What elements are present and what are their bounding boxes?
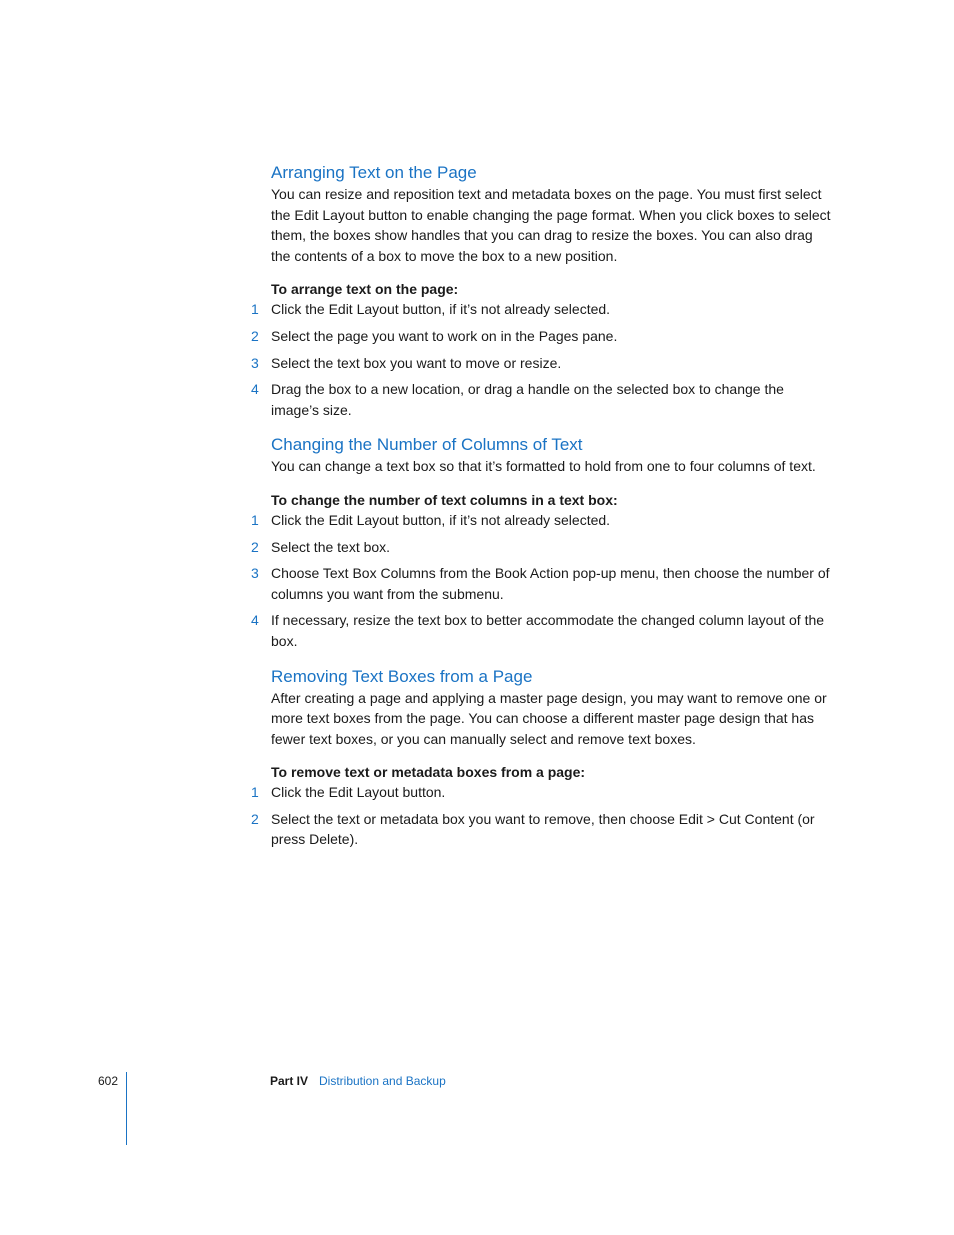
step-item xyxy=(251,782,831,803)
step-item xyxy=(251,537,831,558)
section-title: Changing the Number of Columns of Text xyxy=(271,435,583,455)
step-item xyxy=(251,563,831,604)
part-label: Part IV xyxy=(270,1074,309,1088)
section-title: Arranging Text on the Page xyxy=(271,163,477,182)
section-intro: You can change a text box so that it’s formatted to hold from one to four columns of text. xyxy=(271,458,816,475)
step-item xyxy=(251,610,831,651)
step-number: 4 xyxy=(251,612,259,629)
step-number: 1 xyxy=(251,784,259,801)
page-content xyxy=(251,162,831,856)
part-title: Distribution and Backup xyxy=(319,1074,446,1088)
task-heading: To remove text or metadata boxes from a page: xyxy=(271,764,586,781)
page-number: 602 xyxy=(98,1074,119,1088)
step-number: 3 xyxy=(251,565,259,582)
task-heading: To arrange text on the page: xyxy=(271,281,459,298)
step-list xyxy=(251,510,831,652)
page-footer xyxy=(0,1072,954,1152)
step-item xyxy=(251,299,831,320)
step-text: Select the text or metadata box you want to remove, then choose Edit > Cut Content (or press Delete). xyxy=(271,810,815,848)
step-text: Select the text box. xyxy=(271,538,391,555)
step-text: Click the Edit Layout button, if it’s not already selected. xyxy=(271,511,611,528)
step-text: If necessary, resize the text box to better accommodate the changed column layout of the box. xyxy=(271,612,825,649)
section-changing-columns xyxy=(251,434,831,651)
step-number: 1 xyxy=(251,511,259,528)
section-title: Removing Text Boxes from a Page xyxy=(271,666,533,686)
step-number: 1 xyxy=(251,301,259,318)
step-list xyxy=(251,299,831,420)
step-text: Click the Edit Layout button, if it’s not already selected. xyxy=(271,301,611,318)
step-list xyxy=(251,782,831,850)
section-arranging-text xyxy=(251,162,831,420)
step-item xyxy=(251,379,831,420)
step-text: Select the page you want to work on in the Pages pane. xyxy=(271,327,618,344)
step-item xyxy=(251,510,831,531)
step-number: 2 xyxy=(251,327,259,344)
task-heading: To change the number of text columns in a text box: xyxy=(271,491,618,508)
step-item xyxy=(251,809,831,850)
step-number: 3 xyxy=(251,354,259,371)
step-text: Select the text box you want to move or resize. xyxy=(271,354,562,371)
step-item xyxy=(251,353,831,374)
step-text: Click the Edit Layout button. xyxy=(271,784,446,801)
step-number: 4 xyxy=(251,381,259,398)
step-text: Choose Text Box Columns from the Book Action pop-up menu, then choose the number of columns you want from the submenu. xyxy=(271,565,830,602)
step-number: 2 xyxy=(251,538,259,555)
section-intro: After creating a page and applying a master page design, you may want to remove one or more text boxes from the page. You can choose a different master page design that has fewer text boxes, or you can manually select and remove text boxes. xyxy=(271,689,827,747)
step-number: 2 xyxy=(251,810,259,827)
step-item xyxy=(251,326,831,347)
footer-divider xyxy=(126,1072,127,1145)
section-removing-text-boxes xyxy=(251,666,831,851)
section-intro: You can resize and reposition text and metadata boxes on the page. You must first select the Edit Layout button to enable changing the page format. When you click boxes to select them, the boxes show handles that you can drag to resize the boxes. You can also drag the contents of a box to move the box to a new position. xyxy=(271,186,831,264)
step-text: Drag the box to a new location, or drag a handle on the selected box to change the image’s size. xyxy=(271,381,784,418)
